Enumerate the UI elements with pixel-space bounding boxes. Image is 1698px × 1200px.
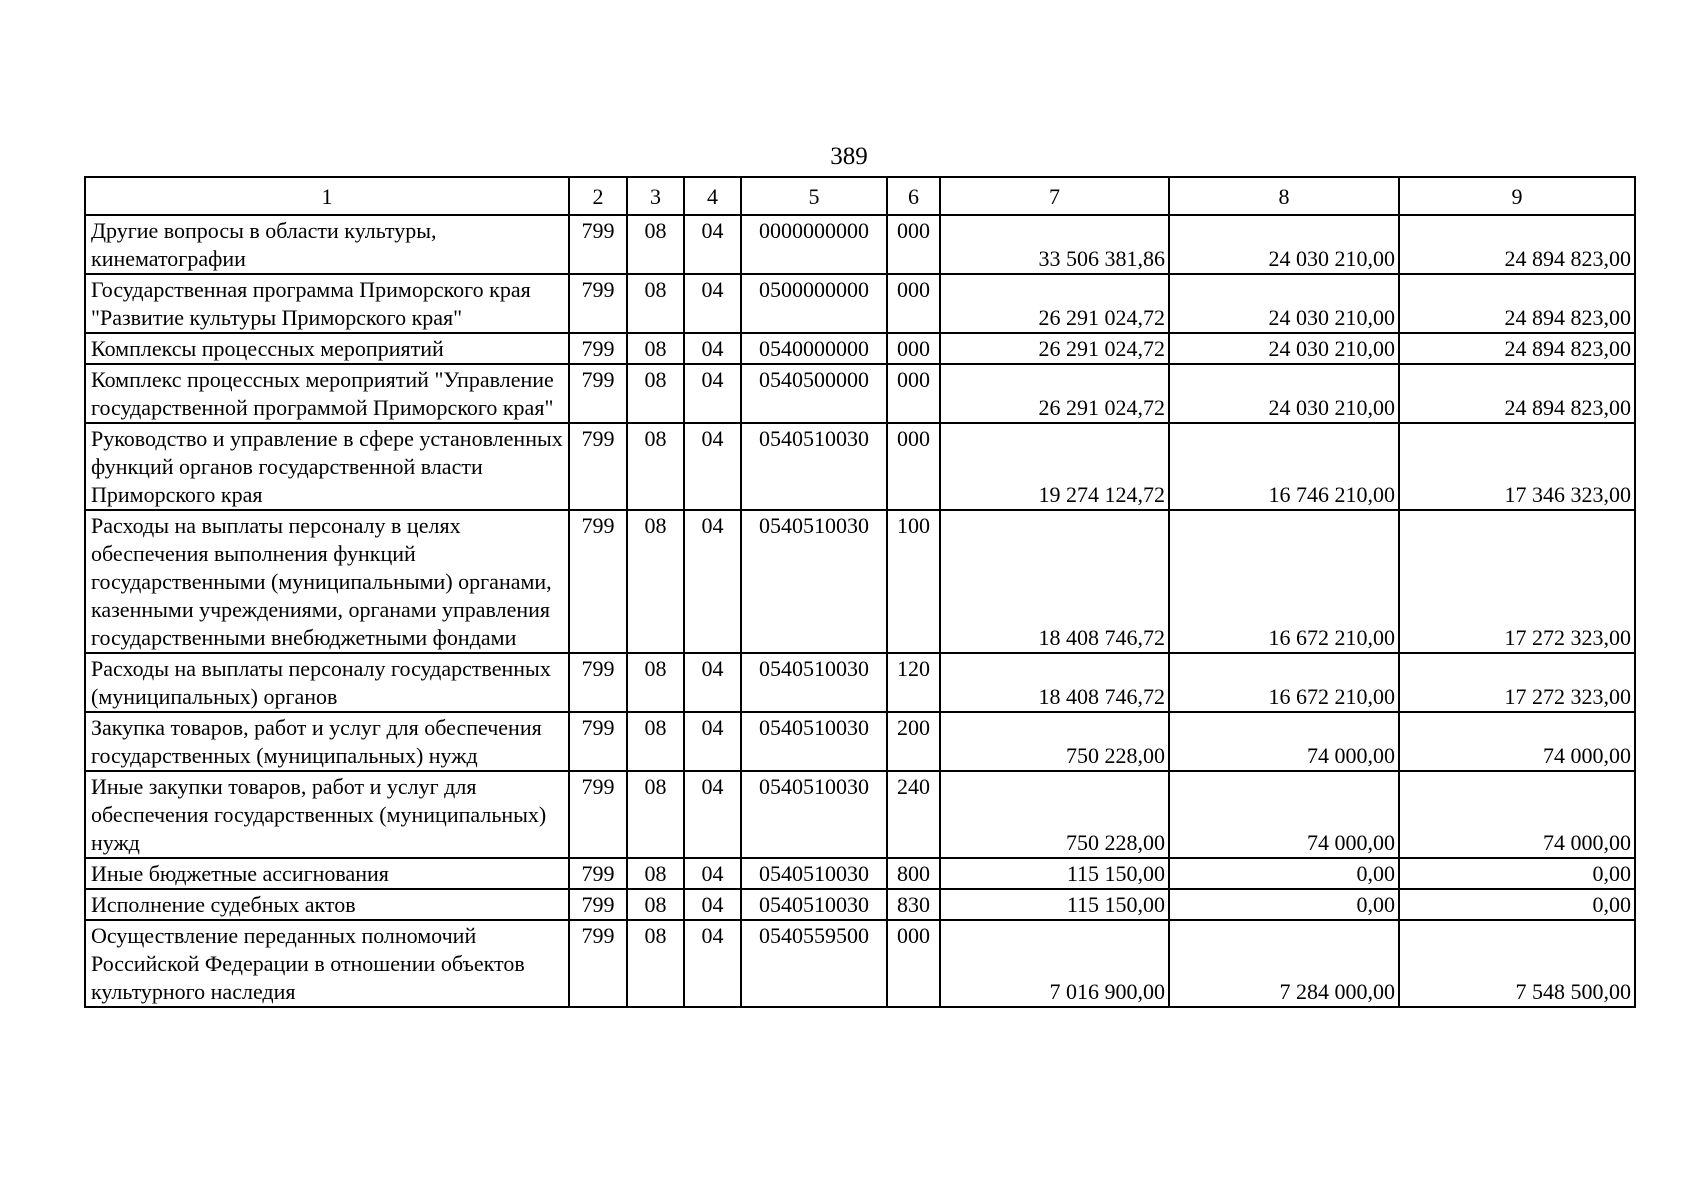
amount-cell: 750 228,00 [940, 771, 1169, 858]
amount-cell: 26 291 024,72 [940, 333, 1169, 364]
amount-cell: 24 030 210,00 [1169, 215, 1399, 274]
code-cell: 04 [684, 920, 741, 1007]
amount-cell: 17 272 323,00 [1399, 653, 1635, 712]
amount-cell: 16 746 210,00 [1169, 423, 1399, 510]
amount-cell: 0,00 [1169, 858, 1399, 889]
code-cell: 08 [627, 510, 684, 653]
code-cell: 000 [887, 423, 940, 510]
code-cell: 799 [569, 712, 627, 771]
header-row [85, 177, 1635, 215]
table-row [85, 920, 1635, 1007]
code-cell: 799 [569, 510, 627, 653]
column-header: 1 [85, 177, 569, 215]
budget-table [84, 176, 1636, 1008]
amount-cell: 115 150,00 [940, 889, 1169, 920]
row-name: Осуществление переданных полномочий Российской Федерации в отношении объектов культурного наследия [85, 920, 569, 1007]
code-cell: 0500000000 [741, 274, 887, 333]
code-cell: 0540510030 [741, 858, 887, 889]
amount-cell: 0,00 [1169, 889, 1399, 920]
column-header: 3 [627, 177, 684, 215]
amount-cell: 24 894 823,00 [1399, 215, 1635, 274]
column-header: 7 [940, 177, 1169, 215]
code-cell: 08 [627, 889, 684, 920]
code-cell: 000 [887, 274, 940, 333]
code-cell: 0540510030 [741, 771, 887, 858]
code-cell: 000 [887, 364, 940, 423]
amount-cell: 74 000,00 [1399, 771, 1635, 858]
amount-cell: 74 000,00 [1169, 771, 1399, 858]
amount-cell: 115 150,00 [940, 858, 1169, 889]
code-cell: 08 [627, 333, 684, 364]
code-cell: 0000000000 [741, 215, 887, 274]
code-cell: 08 [627, 858, 684, 889]
amount-cell: 24 030 210,00 [1169, 333, 1399, 364]
amount-cell: 7 016 900,00 [940, 920, 1169, 1007]
column-header: 9 [1399, 177, 1635, 215]
amount-cell: 0,00 [1399, 889, 1635, 920]
row-name: Комплекс процессных мероприятий "Управление государственной программой Приморского края" [85, 364, 569, 423]
code-cell: 200 [887, 712, 940, 771]
code-cell: 0540510030 [741, 510, 887, 653]
code-cell: 04 [684, 712, 741, 771]
code-cell: 04 [684, 653, 741, 712]
code-cell: 799 [569, 274, 627, 333]
code-cell: 04 [684, 333, 741, 364]
column-header: 8 [1169, 177, 1399, 215]
code-cell: 120 [887, 653, 940, 712]
table-row [85, 333, 1635, 364]
code-cell: 799 [569, 653, 627, 712]
code-cell: 800 [887, 858, 940, 889]
row-name: Иные бюджетные ассигнования [85, 858, 569, 889]
table-row [85, 889, 1635, 920]
code-cell: 799 [569, 364, 627, 423]
code-cell: 0540500000 [741, 364, 887, 423]
row-name: Исполнение судебных актов [85, 889, 569, 920]
row-name: Другие вопросы в области культуры, кинематографии [85, 215, 569, 274]
amount-cell: 24 030 210,00 [1169, 364, 1399, 423]
amount-cell: 33 506 381,86 [940, 215, 1169, 274]
column-header: 2 [569, 177, 627, 215]
column-header: 5 [741, 177, 887, 215]
code-cell: 799 [569, 215, 627, 274]
row-name: Государственная программа Приморского края "Развитие культуры Приморского края" [85, 274, 569, 333]
code-cell: 04 [684, 771, 741, 858]
table-row [85, 215, 1635, 274]
amount-cell: 24 894 823,00 [1399, 333, 1635, 364]
code-cell: 240 [887, 771, 940, 858]
code-cell: 08 [627, 423, 684, 510]
amount-cell: 74 000,00 [1169, 712, 1399, 771]
code-cell: 100 [887, 510, 940, 653]
amount-cell: 26 291 024,72 [940, 274, 1169, 333]
amount-cell: 750 228,00 [940, 712, 1169, 771]
code-cell: 0540510030 [741, 423, 887, 510]
code-cell: 08 [627, 274, 684, 333]
code-cell: 08 [627, 920, 684, 1007]
page-number: 389 [830, 143, 868, 170]
code-cell: 0540000000 [741, 333, 887, 364]
amount-cell: 17 346 323,00 [1399, 423, 1635, 510]
code-cell: 04 [684, 274, 741, 333]
code-cell: 0540559500 [741, 920, 887, 1007]
table-row [85, 423, 1635, 510]
amount-cell: 24 030 210,00 [1169, 274, 1399, 333]
amount-cell: 7 284 000,00 [1169, 920, 1399, 1007]
code-cell: 0540510030 [741, 889, 887, 920]
table-row [85, 274, 1635, 333]
amount-cell: 19 274 124,72 [940, 423, 1169, 510]
code-cell: 08 [627, 712, 684, 771]
row-name: Расходы на выплаты персоналу государственных (муниципальных) органов [85, 653, 569, 712]
code-cell: 000 [887, 215, 940, 274]
code-cell: 799 [569, 858, 627, 889]
code-cell: 04 [684, 510, 741, 653]
code-cell: 0540510030 [741, 712, 887, 771]
code-cell: 799 [569, 423, 627, 510]
code-cell: 799 [569, 771, 627, 858]
code-cell: 04 [684, 364, 741, 423]
amount-cell: 26 291 024,72 [940, 364, 1169, 423]
code-cell: 799 [569, 920, 627, 1007]
amount-cell: 24 894 823,00 [1399, 274, 1635, 333]
amount-cell: 74 000,00 [1399, 712, 1635, 771]
table-row [85, 364, 1635, 423]
code-cell: 04 [684, 215, 741, 274]
row-name: Руководство и управление в сфере установленных функций органов государственной власти Приморского края [85, 423, 569, 510]
column-header: 6 [887, 177, 940, 215]
code-cell: 799 [569, 889, 627, 920]
amount-cell: 24 894 823,00 [1399, 364, 1635, 423]
amount-cell: 18 408 746,72 [940, 653, 1169, 712]
code-cell: 000 [887, 333, 940, 364]
code-cell: 04 [684, 858, 741, 889]
table-row [85, 712, 1635, 771]
code-cell: 000 [887, 920, 940, 1007]
code-cell: 830 [887, 889, 940, 920]
code-cell: 08 [627, 364, 684, 423]
table-row [85, 858, 1635, 889]
row-name: Иные закупки товаров, работ и услуг для обеспечения государственных (муниципальных) нужд [85, 771, 569, 858]
code-cell: 799 [569, 333, 627, 364]
amount-cell: 7 548 500,00 [1399, 920, 1635, 1007]
amount-cell: 16 672 210,00 [1169, 510, 1399, 653]
amount-cell: 0,00 [1399, 858, 1635, 889]
table-row [85, 653, 1635, 712]
row-name: Комплексы процессных мероприятий [85, 333, 569, 364]
table-row [85, 510, 1635, 653]
column-header: 4 [684, 177, 741, 215]
row-name: Закупка товаров, работ и услуг для обеспечения государственных (муниципальных) нужд [85, 712, 569, 771]
code-cell: 08 [627, 653, 684, 712]
row-name: Расходы на выплаты персоналу в целях обеспечения выполнения функций государственными (муниципальными) органами, казенными учреждениями, органами управления государственными внебюджетными фондами [85, 510, 569, 653]
code-cell: 08 [627, 215, 684, 274]
amount-cell: 17 272 323,00 [1399, 510, 1635, 653]
code-cell: 04 [684, 889, 741, 920]
code-cell: 04 [684, 423, 741, 510]
table-row [85, 771, 1635, 858]
code-cell: 08 [627, 771, 684, 858]
amount-cell: 16 672 210,00 [1169, 653, 1399, 712]
amount-cell: 18 408 746,72 [940, 510, 1169, 653]
code-cell: 0540510030 [741, 653, 887, 712]
